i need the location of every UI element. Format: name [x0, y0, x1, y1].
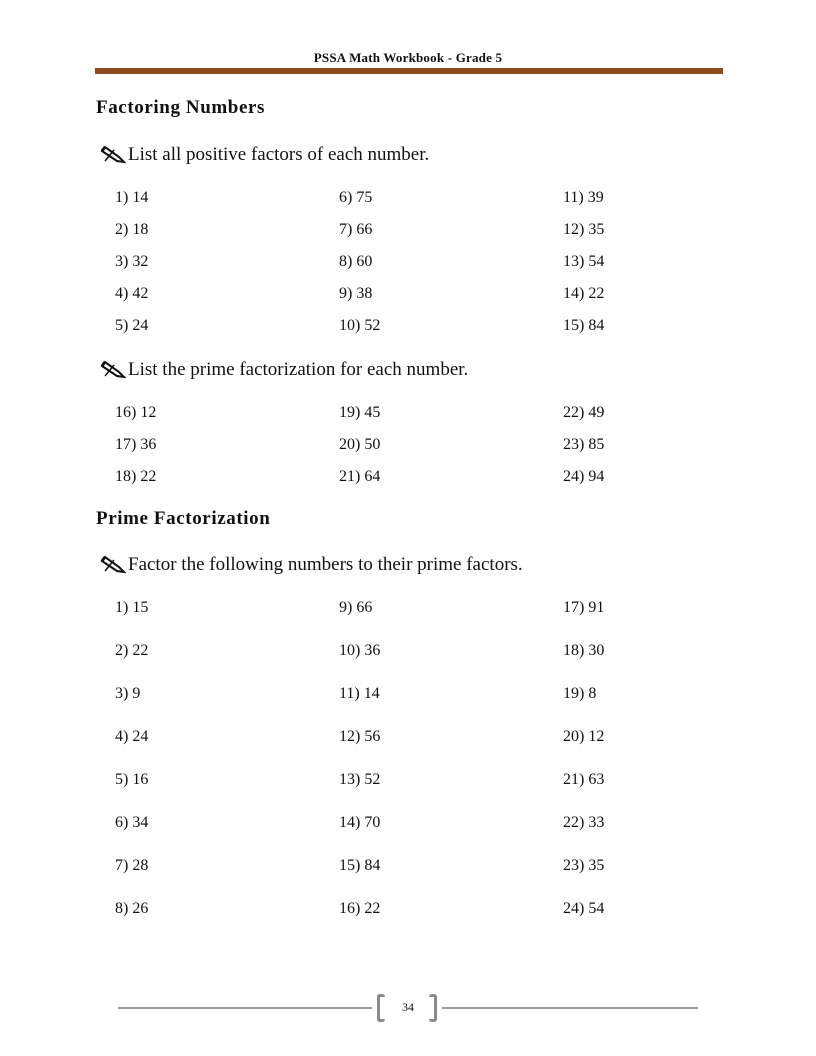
- pencil-icon: [100, 360, 126, 380]
- footer-rule-left: [118, 1007, 372, 1009]
- problem: 13) 54: [563, 253, 605, 270]
- header-rule: [95, 68, 723, 74]
- problem: 8) 26: [115, 900, 149, 917]
- footer-bracket-right: [429, 994, 437, 1022]
- problem: 3) 32: [115, 253, 149, 270]
- problem: 23) 35: [563, 857, 605, 874]
- problem: 10) 36: [339, 642, 381, 659]
- instruction-text: List the prime factorization for each number.: [128, 359, 469, 380]
- problem: 9) 66: [339, 599, 373, 616]
- problem: 12) 56: [339, 728, 381, 745]
- header-title: PSSA Math Workbook - Grade 5: [313, 50, 503, 65]
- problem: 2) 18: [115, 221, 149, 238]
- problem: 15) 84: [339, 857, 381, 874]
- problem: 1) 14: [115, 189, 149, 206]
- problem: 20) 12: [563, 728, 605, 745]
- prime-factors-problems-grid: [115, 600, 675, 944]
- problem: 4) 24: [115, 728, 149, 745]
- pencil-icon: [100, 555, 126, 575]
- section-title-prime-factorization: Prime Factorization: [96, 508, 271, 529]
- instruction-text: Factor the following numbers to their prime factors.: [128, 554, 523, 575]
- problem: 2) 22: [115, 642, 149, 659]
- problem: 23) 85: [563, 436, 605, 453]
- problem: 22) 33: [563, 814, 605, 831]
- problem: 12) 35: [563, 221, 605, 238]
- problem: 7) 28: [115, 857, 149, 874]
- problem: 16) 22: [339, 900, 381, 917]
- problem: 3) 9: [115, 685, 141, 702]
- problem: 6) 75: [339, 189, 373, 206]
- problem: 14) 70: [339, 814, 381, 831]
- problem: 16) 12: [115, 404, 157, 421]
- problem: 8) 60: [339, 253, 373, 270]
- problem: 17) 91: [563, 599, 605, 616]
- problem: 1) 15: [115, 599, 149, 616]
- instruction-list-factors: [100, 144, 429, 166]
- prime-factorization-problems-grid: [115, 405, 675, 501]
- problem: 18) 30: [563, 642, 605, 659]
- problem: 21) 63: [563, 771, 605, 788]
- problem: 17) 36: [115, 436, 157, 453]
- problem: 11) 39: [563, 189, 604, 206]
- footer-bracket-left: [377, 994, 385, 1022]
- problem: 18) 22: [115, 468, 157, 485]
- problem: 9) 38: [339, 285, 373, 302]
- problem: 24) 94: [563, 468, 605, 485]
- problem: 14) 22: [563, 285, 605, 302]
- problem: 10) 52: [339, 317, 381, 334]
- problem: 19) 8: [563, 685, 597, 702]
- problem: 15) 84: [563, 317, 605, 334]
- pencil-icon: [100, 145, 126, 165]
- problem: 6) 34: [115, 814, 149, 831]
- instruction-factor-prime: [100, 554, 523, 576]
- section-title-factoring: Factoring Numbers: [96, 97, 266, 118]
- problem: 24) 54: [563, 900, 605, 917]
- problem: 19) 45: [339, 404, 381, 421]
- problem: 21) 64: [339, 468, 381, 485]
- problem: 20) 50: [339, 436, 381, 453]
- page-number: 34: [402, 1000, 414, 1014]
- instruction-text: List all positive factors of each number.: [128, 144, 430, 165]
- problem: 13) 52: [339, 771, 381, 788]
- factor-problems-grid: [115, 190, 675, 350]
- problem: 11) 14: [339, 685, 380, 702]
- problem: 5) 16: [115, 771, 149, 788]
- instruction-prime-factorization: [100, 359, 468, 381]
- problem: 7) 66: [339, 221, 373, 238]
- footer-rule-right: [442, 1007, 698, 1009]
- problem: 22) 49: [563, 404, 605, 421]
- problem: 5) 24: [115, 317, 149, 334]
- problem: 4) 42: [115, 285, 149, 302]
